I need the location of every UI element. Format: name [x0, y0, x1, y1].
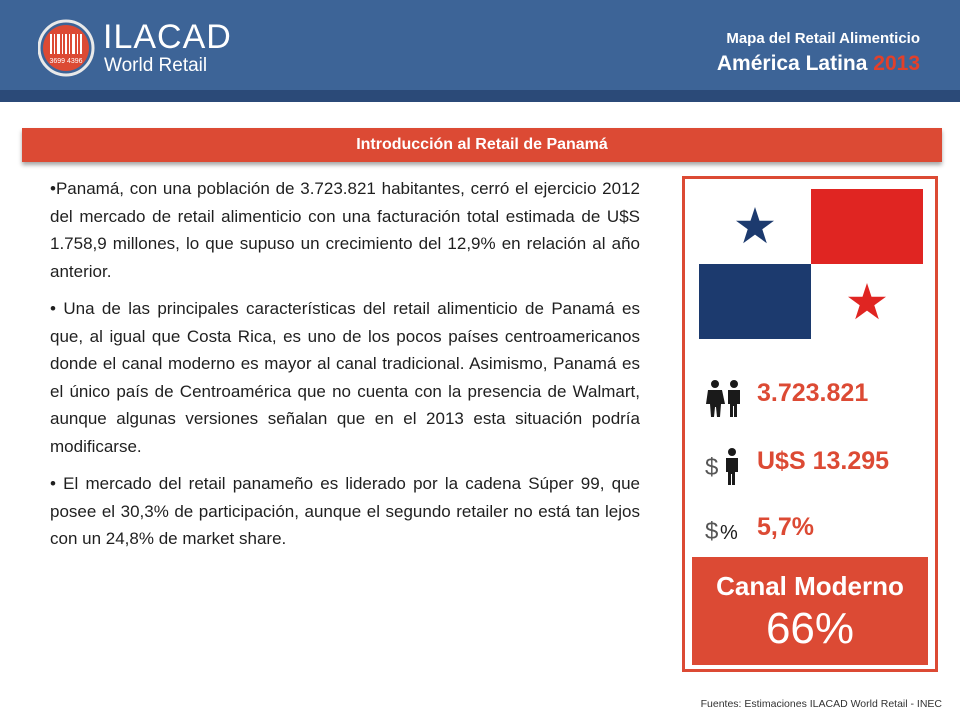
logo-barcode-text: 3699 4396 — [49, 58, 83, 65]
dollar-percent-icon — [703, 509, 747, 553]
body-text — [50, 175, 640, 563]
header-subtitle: Mapa del Retail Alimenticio — [726, 30, 920, 47]
svg-text:$: $ — [705, 454, 719, 481]
ilacad-logo — [38, 18, 238, 78]
year-text: 2013 — [873, 52, 920, 75]
growth-value: 5,7% — [757, 513, 814, 541]
footer-source: Fuentes: Estimaciones ILACAD World Retail - INEC — [700, 698, 942, 710]
header-bar — [0, 0, 960, 90]
svg-text:$: $ — [705, 518, 719, 545]
population-value: 3.723.821 — [757, 379, 869, 407]
section-title: Introducción al Retail de Panamá — [22, 128, 942, 162]
gdp-value: U$S 13.295 — [757, 447, 890, 475]
panama-flag — [699, 189, 923, 339]
header-title-block — [717, 28, 920, 78]
ilacad-logo-icon — [38, 18, 98, 78]
paragraph-market-leader: • El mercado del retail panameño es liderado por la cadena Súper 99, que posee el 30,3% de participación, aunque el segundo retailer no está tan lejos con un 24,8% de market share. — [50, 474, 640, 548]
svg-text:%: % — [720, 522, 738, 544]
paragraph-population: •Panamá, con una población de 3.723.821 habitantes, cerró el ejercicio 2012 del mercado de retail alimenticio con una facturación total estimada de U$S 1.758,9 millones, lo que supuso un crecimiento del 12,9% en relación al año anterior. — [50, 179, 640, 281]
region-text: América Latina — [716, 52, 868, 75]
canal-label: Canal Moderno — [716, 571, 904, 601]
logo-name: ILACAD — [103, 18, 232, 56]
header-stripe — [0, 90, 960, 102]
stats-panel — [682, 176, 938, 672]
paragraph-channels: • Una de las principales características del retail alimenticio de Panamá es que, al igual que Costa Rica, es uno de los pocos países centroamericanos donde el canal moderno es mayor al canal tradicional. Asimismo, Panamá es el único país de Centroamérica que no cuenta con la presencia de Walmart, aunque algunas versiones señalan que en el 2013 esta situación podría modificarse. — [50, 299, 640, 456]
canal-moderno-box — [692, 557, 928, 665]
canal-value: 66% — [765, 604, 855, 653]
logo-subtitle: World Retail — [104, 55, 208, 76]
header-region — [717, 50, 920, 78]
dollar-person-icon — [703, 443, 747, 487]
people-icon — [703, 375, 747, 419]
